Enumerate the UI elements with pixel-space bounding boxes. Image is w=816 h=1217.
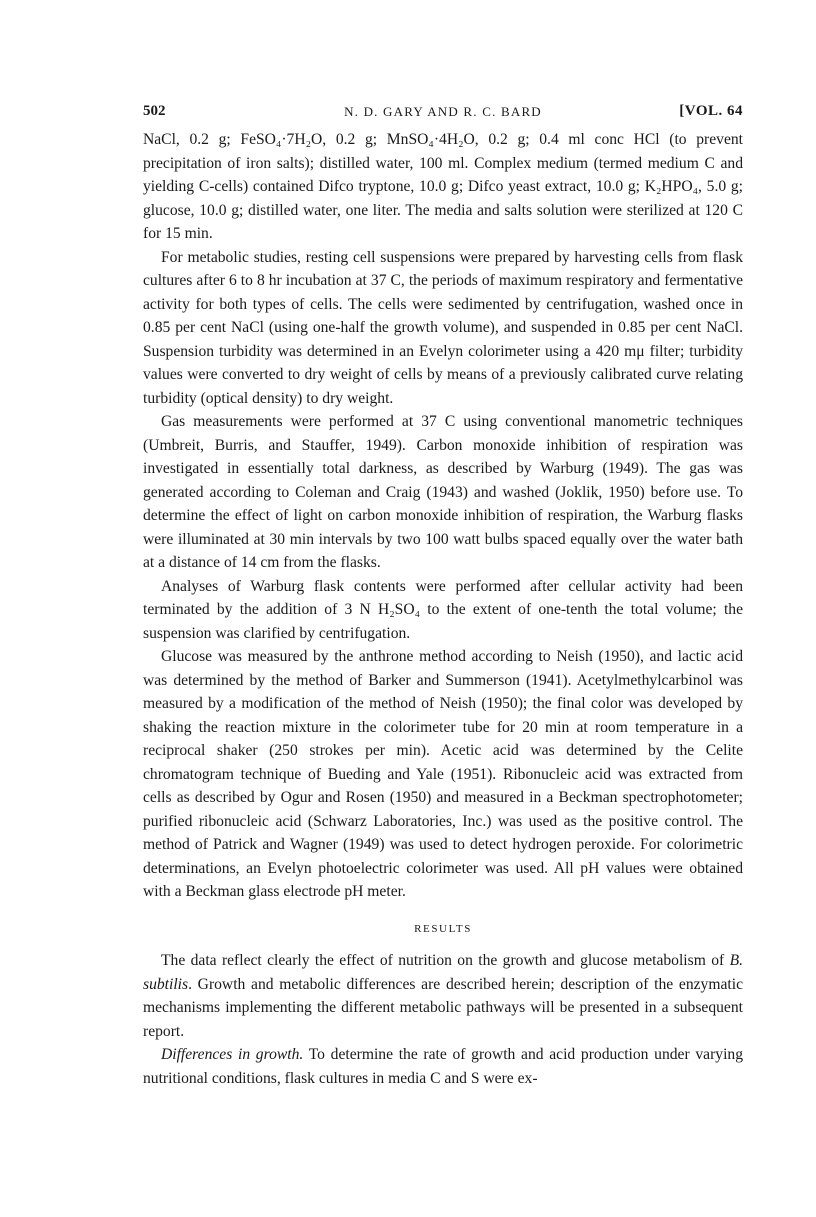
growth-text: To determine the rate of growth and acid production under varying nutritional conditions, flask cultures in media C and S were ex- — [143, 1046, 743, 1087]
subsection-title: Differences in growth. — [161, 1046, 304, 1063]
species-name: B. subtilis — [143, 952, 743, 993]
results-intro-text-a: The data reflect clearly the effect of nutrition on the growth and glucose metabolism of — [161, 952, 730, 969]
paragraph-media-composition: NaCl, 0.2 g; FeSO₄·7H₂O, 0.2 g; MnSO₄·4H₂O, 0.2 g; 0.4 ml conc HCl (to prevent precipitation of iron salts); distilled water, 100 ml. Complex medium (termed medium C and yielding C-cells) contained Difco tryptone, 10.0 g; Difco yeast extract, 10.0 g; K₂HPO₄, 5.0 g; glucose, 10.0 g; distilled water, one liter. The media and salts solution were sterilized at 120 C for 15 min. — [143, 131, 743, 242]
paragraph-metabolic-studies: For metabolic studies, resting cell suspensions were prepared by harvesting cells from flask cultures after 6 to 8 hr incubation at 37 C, the periods of maximum respiratory and fermentative activity for both types of cells. The cells were sedimented by centrifugation, washed once in 0.85 per cent NaCl (using one-half the growth volume), and suspended in 0.85 per cent NaCl. Suspension turbidity was determined in an Evelyn colorimeter using a 420 mμ filter; turbidity values were converted to dry weight of cells by means of a previously calibrated curve relating turbidity (optical density) to dry weight. — [143, 248, 743, 407]
paragraph-warburg-analyses: Analyses of Warburg flask contents were performed after cellular activity had been terminated by the addition of 3 N H₂SO₄ to the extent of one-tenth the total volume; the suspension was clarified by centrifugation. — [143, 577, 743, 642]
running-head-authors: N. D. GARY AND R. C. BARD — [344, 104, 542, 119]
paragraph-results-intro — [143, 949, 743, 1043]
page — [143, 100, 743, 1090]
page-number: 502 — [143, 103, 166, 119]
results-heading: RESULTS — [414, 922, 472, 935]
paragraph-gas-measurements: Gas measurements were performed at 37 C using conventional manometric techniques (Umbreit, Burris, and Stauffer, 1949). Carbon monoxide inhibition of respiration was investigated in essentially total darkness, as described by Warburg (1949). The gas was generated according to Coleman and Craig (1943) and washed (Joklik, 1950) before use. To determine the effect of light on carbon monoxide inhibition of respiration, the Warburg flasks were illuminated at 30 min intervals by two 100 watt bulbs spaced equally over the water bath at a distance of 14 cm from the flasks. — [143, 413, 743, 571]
results-intro-text-b: . Growth and metabolic differences are described herein; description of the enzymatic mechanisms implementing the different metabolic pathways will be presented in a subsequent report. — [143, 975, 743, 1040]
paragraph-differences-in-growth — [143, 1043, 743, 1090]
running-header — [143, 100, 743, 128]
paragraph-analytical-methods: Glucose was measured by the anthrone method according to Neish (1950), and lactic acid was determined by the method of Barker and Summerson (1941). Acetylmethylcarbinol was measured by a modification of the method of Neish (1950); the final color was developed by shaking the reaction mixture in the colorimeter tube for 20 min at room temperature in a reciprocal shaker (250 strokes per min). Acetic acid was determined by the Celite chromatogram technique of Bueding and Yale (1951). Ribonucleic acid was extracted from cells as described by Ogur and Rosen (1950) and measured in a Beckman spectrophotometer; purified ribonucleic acid (Schwarz Laboratories, Inc.) was used as the positive control. The method of Patrick and Wagner (1949) was used to detect hydrogen peroxide. For colorimetric determinations, an Evelyn photoelectric colorimeter was used. All pH values were obtained with a Beckman glass electrode pH meter. — [143, 648, 743, 900]
volume-label: [VOL. 64 — [679, 103, 743, 119]
